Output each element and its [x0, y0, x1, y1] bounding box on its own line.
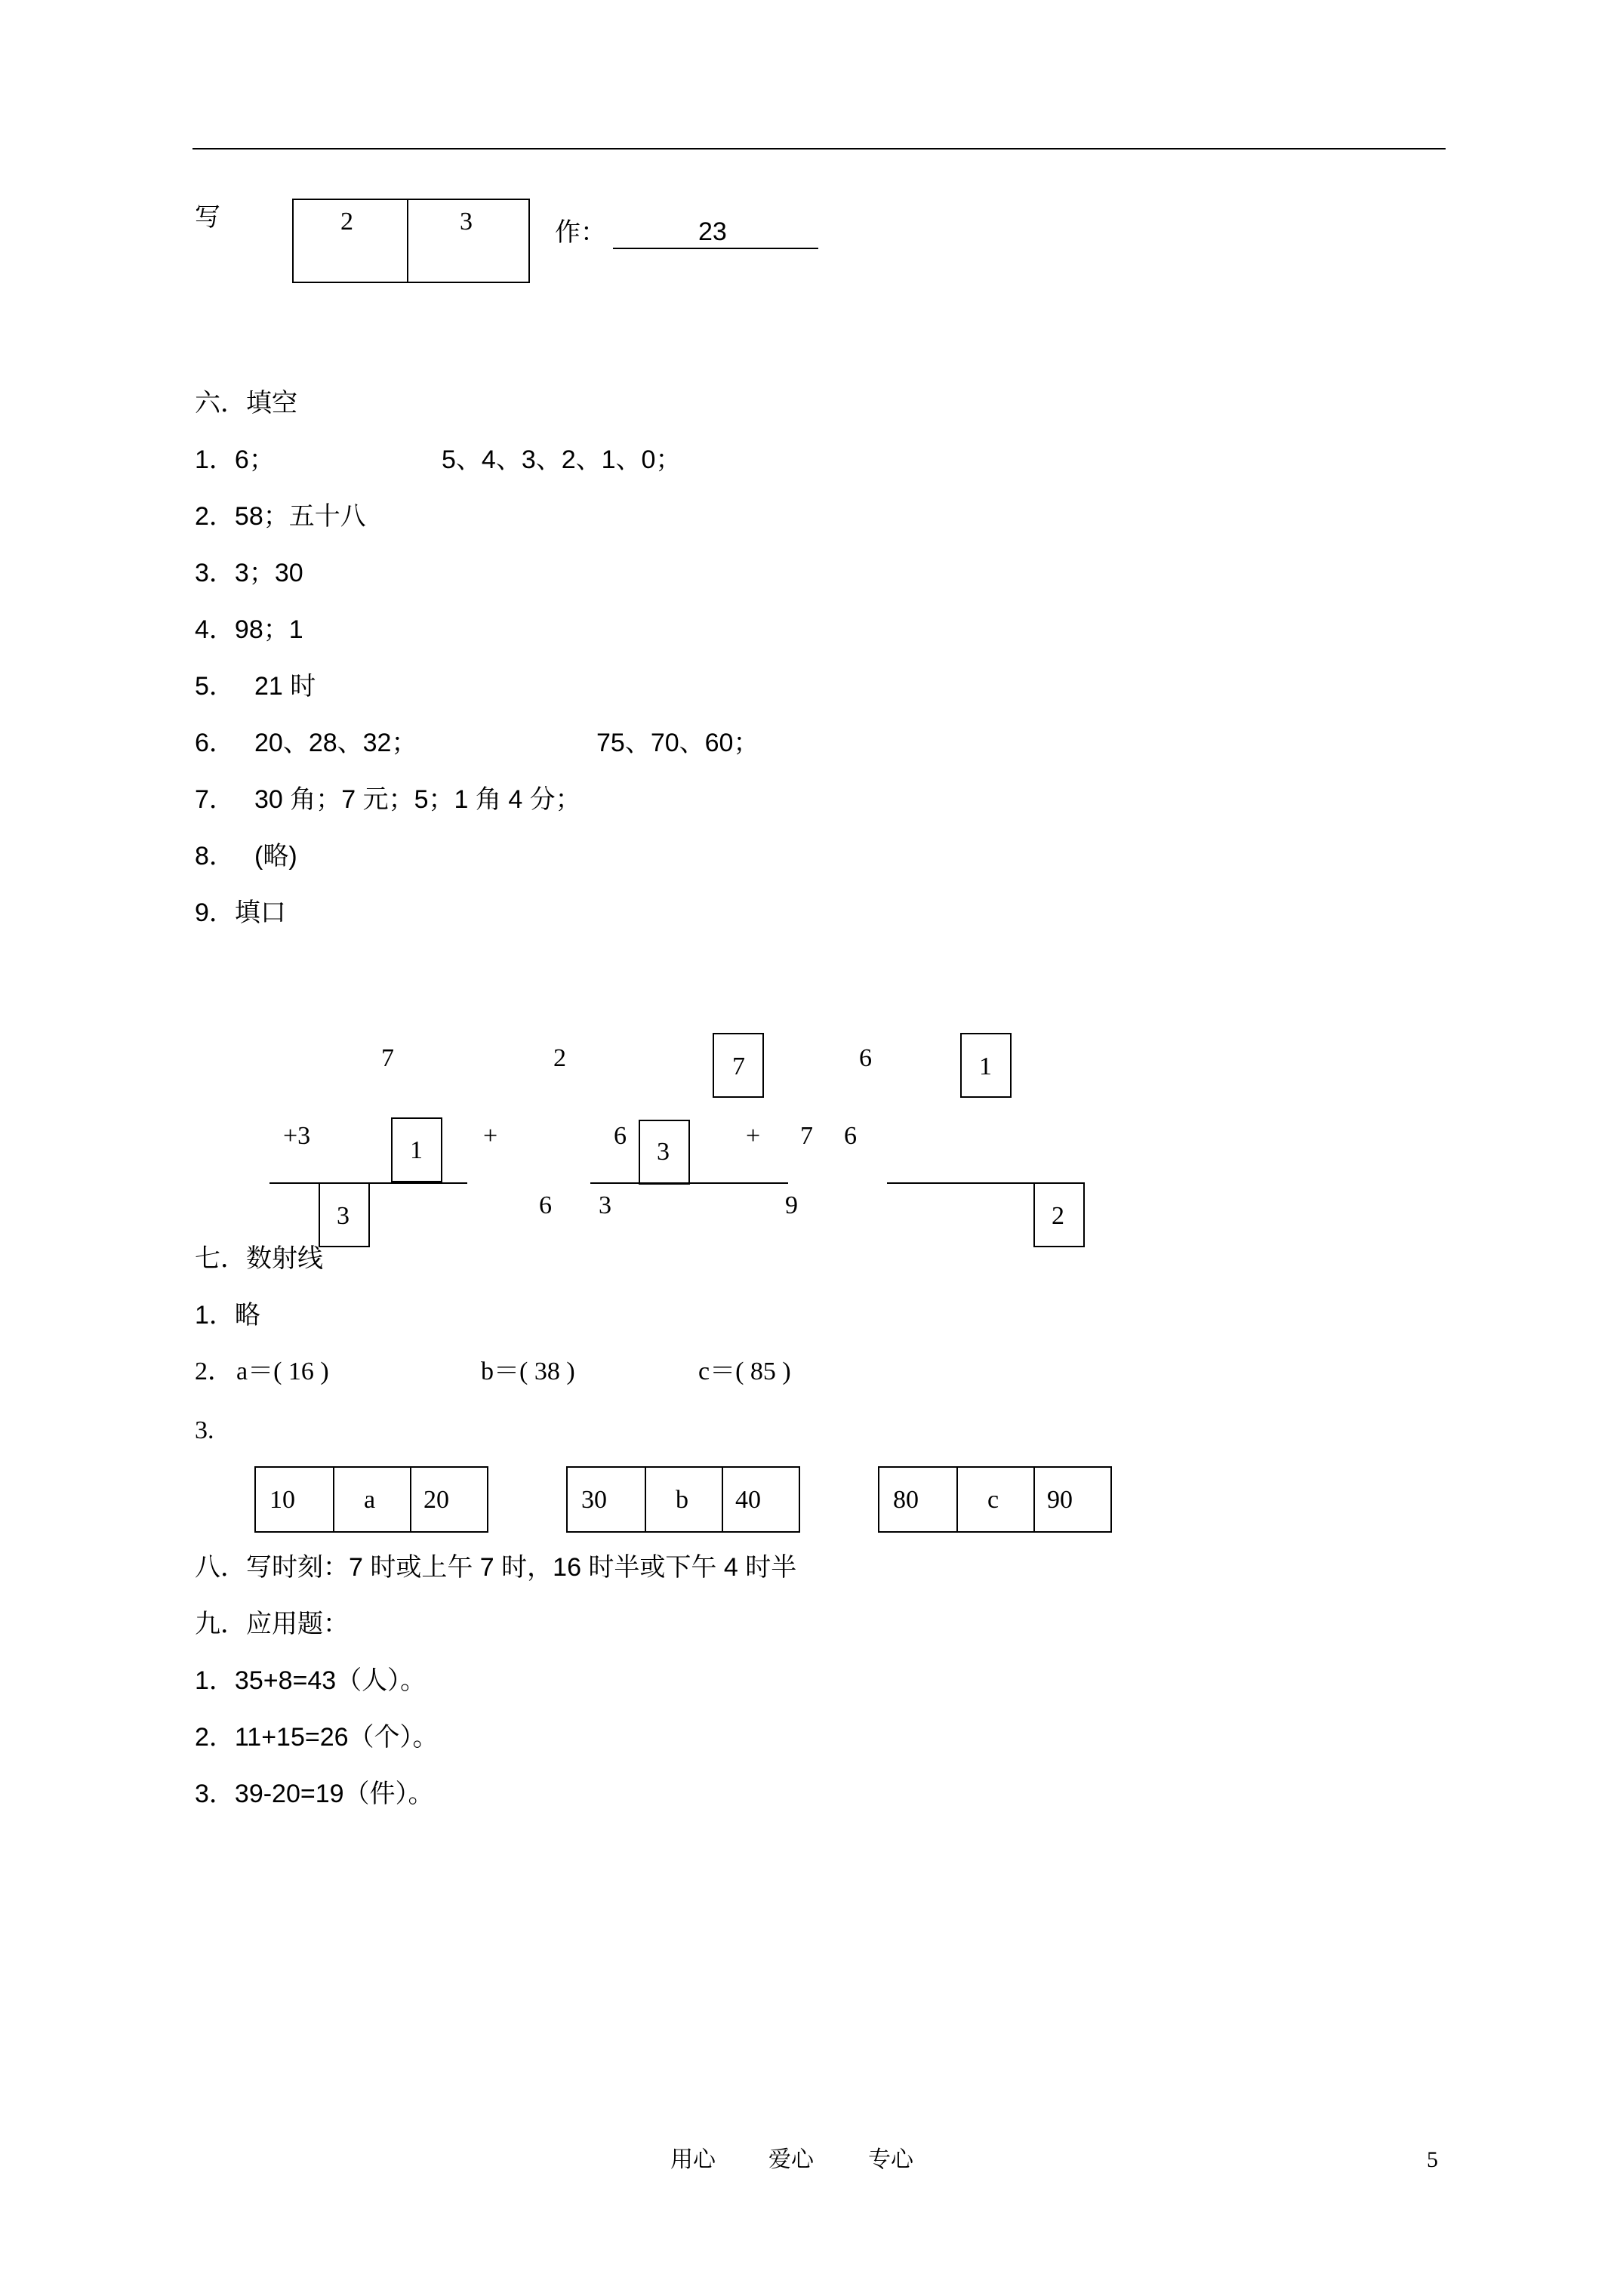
puzzle3-operator: + [746, 1122, 761, 1150]
read-label: 作： [555, 218, 606, 247]
puzzle1-top: 7 [381, 1044, 394, 1072]
number-cell: 90 [1047, 1486, 1073, 1514]
footer-motto-1: 用心 [670, 2147, 716, 2172]
footer-motto-2: 爱心 [768, 2147, 814, 2172]
number-box-group [254, 1466, 488, 1533]
item-answer: (略) [254, 842, 297, 871]
list-item [195, 787, 235, 812]
number-cell: 80 [893, 1486, 919, 1514]
answer-b: b＝( 38 ) [481, 1358, 575, 1385]
number-cell: 40 [735, 1486, 761, 1514]
item-answer: 58；五十八 [234, 502, 366, 531]
item-number: 1． [195, 445, 235, 474]
number-cell: 20 [423, 1486, 449, 1514]
puzzle1-operator: +3 [283, 1122, 311, 1150]
item-answer-b: 75、70、60； [596, 729, 759, 757]
number-box-group [566, 1466, 800, 1533]
puzzle2-answer-box [639, 1120, 690, 1185]
item-number: 6． [195, 729, 235, 757]
number-cell: 10 [269, 1486, 295, 1514]
list-item [195, 900, 286, 926]
puzzle2-bottom-b: 3 [599, 1191, 611, 1219]
ones-digit: 3 [460, 208, 473, 236]
puzzle2-mid: 6 [614, 1122, 627, 1150]
puzzle2-sum-line [590, 1182, 788, 1184]
list-item [195, 1359, 233, 1385]
puzzle1-answer-box-bottom [319, 1182, 370, 1247]
number-cell: b [676, 1486, 688, 1514]
read-answer-underline [613, 248, 818, 249]
answer-a: a＝( 16 ) [236, 1358, 329, 1385]
puzzle1-answer-box-top [391, 1117, 442, 1182]
cell-divider [333, 1468, 334, 1531]
cell-divider [645, 1468, 646, 1531]
puzzle4-top: 6 [859, 1044, 872, 1072]
number-cell: a [364, 1486, 376, 1514]
cell-divider [722, 1468, 723, 1531]
list-item [195, 504, 366, 529]
cell-divider [1033, 1468, 1035, 1531]
item-number: 8． [195, 842, 235, 871]
list-item: 1．略 [195, 1301, 260, 1330]
item-number: 2． [195, 502, 235, 531]
footer-motto-3: 专心 [868, 2147, 913, 2172]
place-value-divider [407, 200, 408, 282]
list-item [195, 843, 235, 869]
answer-c: c＝( 85 ) [698, 1358, 791, 1385]
answer-digit: 2 [1052, 1202, 1064, 1230]
number-cell: 30 [581, 1486, 607, 1514]
section9-heading: 九．应用题： [195, 1610, 349, 1638]
list-item: 3. [195, 1416, 214, 1444]
item-number: 9． [195, 898, 235, 927]
puzzle2-operator: + [483, 1122, 498, 1150]
answer-digit: 3 [657, 1138, 670, 1166]
item-answer: 填口 [234, 898, 286, 927]
cell-divider [956, 1468, 958, 1531]
read-answer: 23 [698, 217, 727, 246]
list-item: 3．39-20=19（件）。 [195, 1780, 434, 1808]
puzzle2-bottom-a: 6 [539, 1191, 552, 1219]
puzzle3-answer-box [713, 1033, 764, 1098]
list-item [195, 560, 303, 586]
section6-heading: 六．填空 [195, 389, 297, 418]
number-box-group [878, 1466, 1112, 1533]
puzzle3-bottom: 9 [785, 1191, 798, 1219]
list-item [195, 673, 235, 699]
list-item: 1．35+8=43（人）。 [195, 1666, 427, 1695]
puzzle3-mid-a: 7 [800, 1122, 813, 1150]
list-item [195, 730, 235, 756]
puzzle4-answer-box-bottom [1033, 1182, 1085, 1247]
item-answer: 98；1 [234, 615, 303, 644]
answer-digit: 3 [337, 1202, 350, 1230]
tens-digit: 2 [340, 208, 353, 236]
list-item: 2．11+15=26（个）。 [195, 1723, 439, 1752]
header-rule [192, 148, 1446, 149]
section7-heading: 七．数射线 [195, 1244, 323, 1273]
section8-text: 八．写时刻：7 时或上午 7 时，16 时半或下午 4 时半 [195, 1553, 797, 1582]
item-answer-b: 5、4、3、2、1、0； [442, 445, 682, 474]
item-answer: 3；30 [234, 559, 303, 587]
answer-digit: 1 [410, 1136, 423, 1164]
number-cell: c [987, 1486, 999, 1514]
item-number: 4． [195, 615, 235, 644]
item-number: 7． [195, 785, 235, 814]
write-label: 写 [195, 204, 220, 232]
item-number: 3． [195, 559, 235, 587]
item-answer: 20、28、32； [254, 729, 417, 757]
item-number: 5． [195, 672, 235, 701]
answer-digit: 7 [732, 1052, 745, 1080]
puzzle3-mid-b: 6 [844, 1122, 857, 1150]
page-number: 5 [1427, 2147, 1438, 2172]
list-item [195, 617, 303, 643]
item-answer: 21 时 [254, 672, 316, 701]
item-number: 2． [195, 1358, 233, 1385]
puzzle4-answer-box-top [960, 1033, 1012, 1098]
cell-divider [410, 1468, 411, 1531]
list-item [195, 447, 275, 473]
puzzle2-top: 2 [553, 1044, 566, 1072]
place-value-box [292, 199, 530, 283]
item-answer: 6； [234, 445, 275, 474]
answer-digit: 1 [979, 1052, 992, 1080]
item-answer: 30 角；7 元；5；1 角 4 分； [254, 785, 581, 814]
